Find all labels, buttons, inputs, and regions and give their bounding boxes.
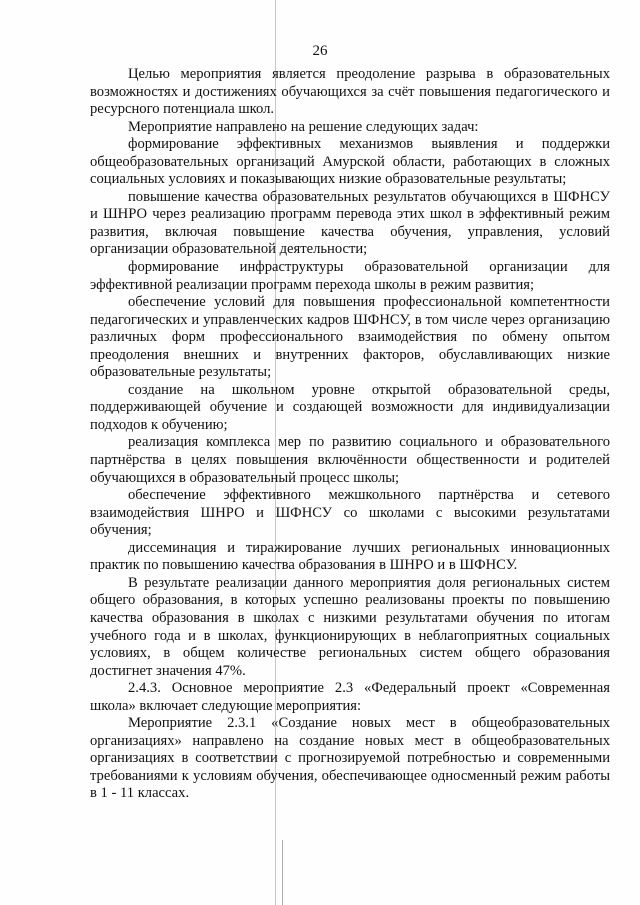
- paragraph-measure-2-3-1: Мероприятие 2.3.1 «Создание новых мест в общеобразовательных организациях» направлено на создание новых мест в общеобразовательных организациях в соответствии с прогнозируемой потребностью и современными требованиями к условиям обучения, обеспечивающее односменный режим работы в 1 - 11 классах.: [90, 715, 610, 802]
- paragraph-task-4: обеспечение условий для повышения профессиональной компетентности педагогических и управленческих кадров ШФНСУ, в том числе через организацию различных форм профессионального взаимодействия по обмену опытом преодоления внешних и внутренних факторов, обуславливающих низкие образовательные результаты;: [90, 294, 610, 381]
- paragraph-task-2: повышение качества образовательных результатов обучающихся в ШФНСУ и ШНРО через реализацию программ перевода этих школ в эффективный режим развития, включая повышение качества обучения, управления, условий организации образовательной деятельности;: [90, 188, 610, 258]
- paragraph-tasks-intro: Мероприятие направлено на решение следующих задач:: [128, 118, 479, 135]
- document-body: [90, 66, 610, 803]
- page-number: 26: [312, 43, 328, 59]
- paragraph-section-2-4-3: 2.4.3. Основное мероприятие 2.3 «Федеральный проект «Современная школа» включает следующие мероприятия:: [90, 680, 610, 714]
- paragraph-task-6: реализация комплекса мер по развитию социального и образовательного партнёрства в целях повышения включённости общественности и родителей обучающихся в образовательный процесс школы;: [90, 434, 610, 486]
- paragraph-task-1: формирование эффективных механизмов выявления и поддержки общеобразовательных организаций Амурской области, работающих в сложных социальных условиях и показывающих низкие образовательные результаты;: [90, 136, 610, 188]
- paragraph-task-8: диссеминация и тиражирование лучших региональных инновационных практик по повышению качества образования в ШНРО и в ШФНСУ.: [90, 539, 610, 574]
- paragraph-goal: Целью мероприятия является преодоление разрыва в образовательных возможностях и достижениях обучающихся за счёт повышения педагогического и ресурсного потенциала школ.: [90, 66, 610, 118]
- paragraph-task-5: создание на школьном уровне открытой образовательной среды, поддерживающей обучение и создающей возможности для индивидуализации подходов к обучению;: [90, 381, 610, 433]
- scan-artifact-line: [282, 840, 283, 905]
- paragraph-task-7: обеспечение эффективного межшкольного партнёрства и сетевого взаимодействия ШНРО и ШФНСУ со школами с высокими результатами обучения;: [90, 487, 610, 539]
- paragraph-task-3: формирование инфраструктуры образовательной организации для эффективной реализации программ перехода школы в режим развития;: [90, 259, 610, 293]
- paragraph-result: В результате реализации данного мероприятия доля региональных систем общего образования, в которых успешно реализованы проекты по повышению качества образования в школах с низкими результатами обучения по итогам учебного года и в школах, функционирующих в неблагоприятных социальных условиях, в общем количестве региональных систем общего образования достигнет значения 47%.: [90, 574, 610, 679]
